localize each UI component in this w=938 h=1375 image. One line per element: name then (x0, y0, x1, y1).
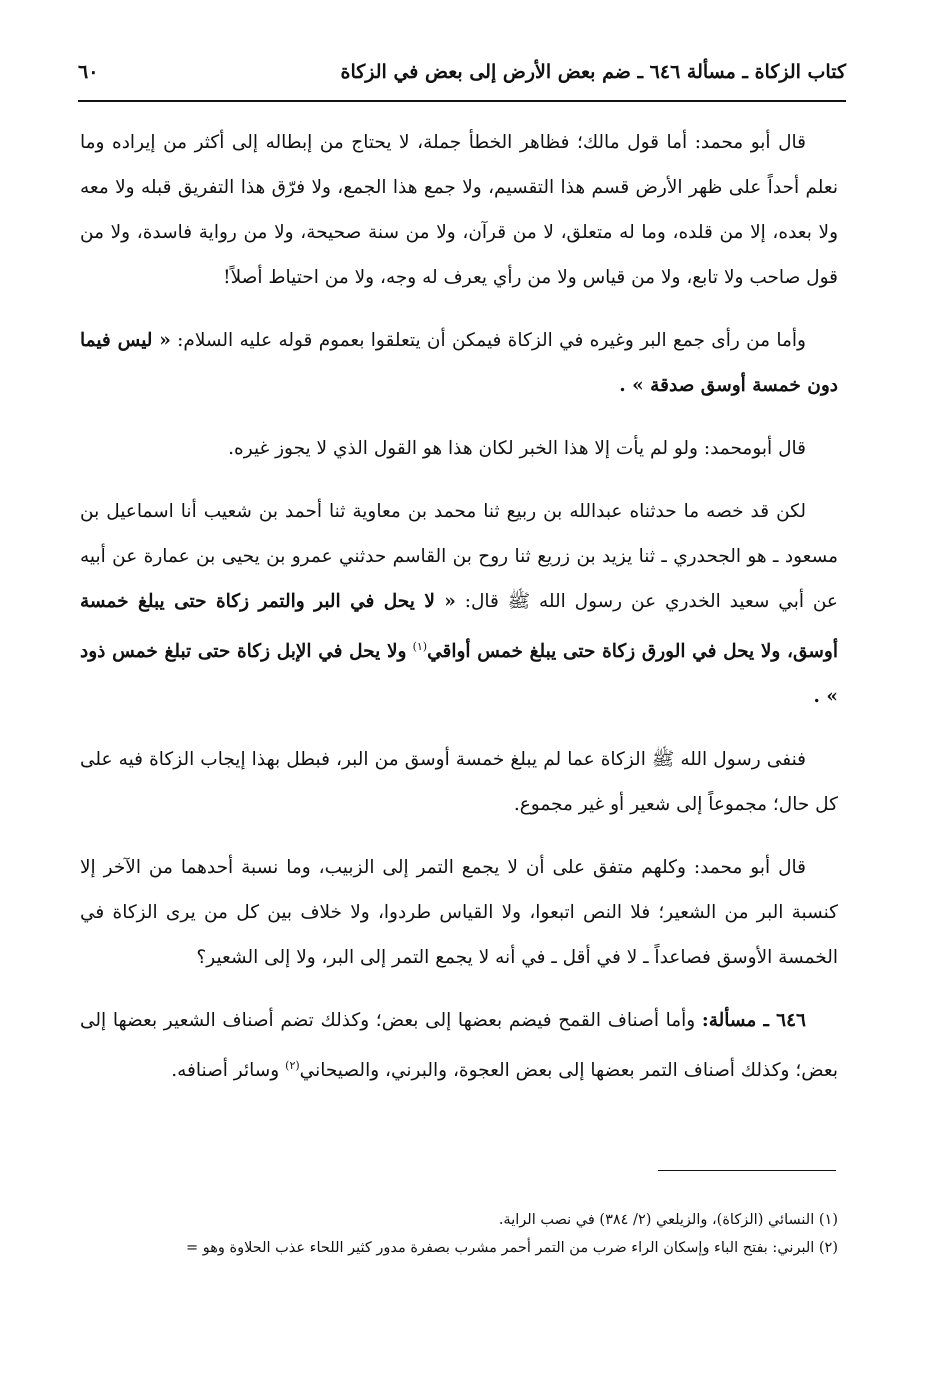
footnote-2: (٢) البرني: بفتح الباء وإسكان الراء ضرب من التمر أحمر مشرب بصفرة مدور كثير اللحاء عذب الحلاوة وهو = (185, 1240, 838, 1256)
paragraph-7 (80, 998, 838, 1093)
paragraph-6: قال أبو محمد: وكلهم متفق على أن لا يجمع التمر إلى الزبيب، وما نسبة أحدهما من الآخر إلا كنسبة البر من الشعير؛ فلا النص اتبعوا، ولا القياس طردوا، ولا خلاف بين كل من يرى الزكاة في الخمسة الأوسق فصاعداً ـ لا في أقل ـ في أنه لا يجمع التمر إلى البر، ولا إلى الشعير؟ (80, 857, 838, 969)
header-rule (78, 100, 846, 102)
footnote-mark-2: (٢) (285, 1059, 300, 1073)
hadith-quote-1: « ليس فيما دون خمسة أوسق صدقة » . (80, 330, 838, 396)
main-text (80, 120, 838, 1111)
running-title: كتاب الزكاة ـ مسألة ٦٤٦ ـ ضم بعض الأرض إلى بعض في الزكاة (340, 61, 846, 83)
paragraph-1: قال أبو محمد: أما قول مالك؛ فظاهر الخطأ جملة، لا يحتاج من إبطاله إلى أكثر من إيراده وما نعلم أحداً على ظهر الأرض قسم هذا التقسيم، ولا جمع هذا الجمع، ولا فرّق هذا التفريق قبله ولا معه ولا بعده، إلا من قلده، وما له متعلق، لا من قرآن، ولا من سنة صحيحة، ولا من رواية فاسدة، ولا من قول صاحب ولا تابع، ولا من قياس ولا من رأي يعرف له وجه، ولا من احتياط أصلاً! (80, 132, 838, 288)
isnad-chain: لكن قد خصه ما حدثناه عبدالله بن ربيع ثنا محمد بن معاوية ثنا أحمد بن شعيب أنا اسماعيل بن مسعود ـ هو الجحدري ـ ثنا يزيد بن زريع ثنا روح بن القاسم حدثني عمرو بن يحيى بن عمارة عن أبيه عن أبي سعيد الخدري عن رسول الله ﷺ قال: (80, 501, 838, 612)
page-number: ٦٠ (78, 61, 99, 83)
paragraph-7-text-b: وسائر أصنافه. (171, 1060, 280, 1082)
issue-label: ٦٤٦ ـ مسألة: (701, 1010, 806, 1032)
paragraph-7-text-a: وأما أصناف القمح فيضم بعضها إلى بعض؛ وكذلك تضم أصناف الشعير بعضها إلى بعض؛ وكذلك أصناف التمر بعضها إلى بعض العجوة، والبرني، والصيحاني (80, 1010, 838, 1082)
paragraph-4 (80, 489, 838, 719)
paragraph-5: فنفى رسول الله ﷺ الزكاة عما لم يبلغ خمسة أوسق من البر، فبطل بهذا إيجاب الزكاة فيه على كل حال؛ مجموعاً إلى شعير أو غير مجموع. (80, 749, 838, 816)
paragraph-2-intro: وأما من رأى جمع البر وغيره في الزكاة فيمكن أن يتعلقوا بعموم قوله عليه السلام: (177, 330, 806, 351)
paragraph-3: قال أبومحمد: ولو لم يأت إلا هذا الخبر لكان هذا هو القول الذي لا يجوز غيره. (228, 438, 806, 459)
paragraph-2 (80, 318, 838, 408)
page-header (78, 52, 846, 92)
footnote-mark-1: (١) (412, 640, 428, 653)
footnotes (40, 1206, 838, 1262)
hadith-quote-2b: ولا يحل في الإبل زكاة حتى تبلغ خمس ذود » . (80, 641, 838, 708)
footnote-1: (١) النسائي (الزكاة)، والزيلعي (٢/ ٣٨٤) في نصب الراية. (498, 1212, 838, 1228)
hadith-quote-2a: « لا يحل في البر والتمر زكاة حتى يبلغ خمسة أوسق، ولا يحل في الورق زكاة حتى يبلغ خمس أواقي (80, 591, 838, 663)
footnote-rule (658, 1170, 836, 1171)
